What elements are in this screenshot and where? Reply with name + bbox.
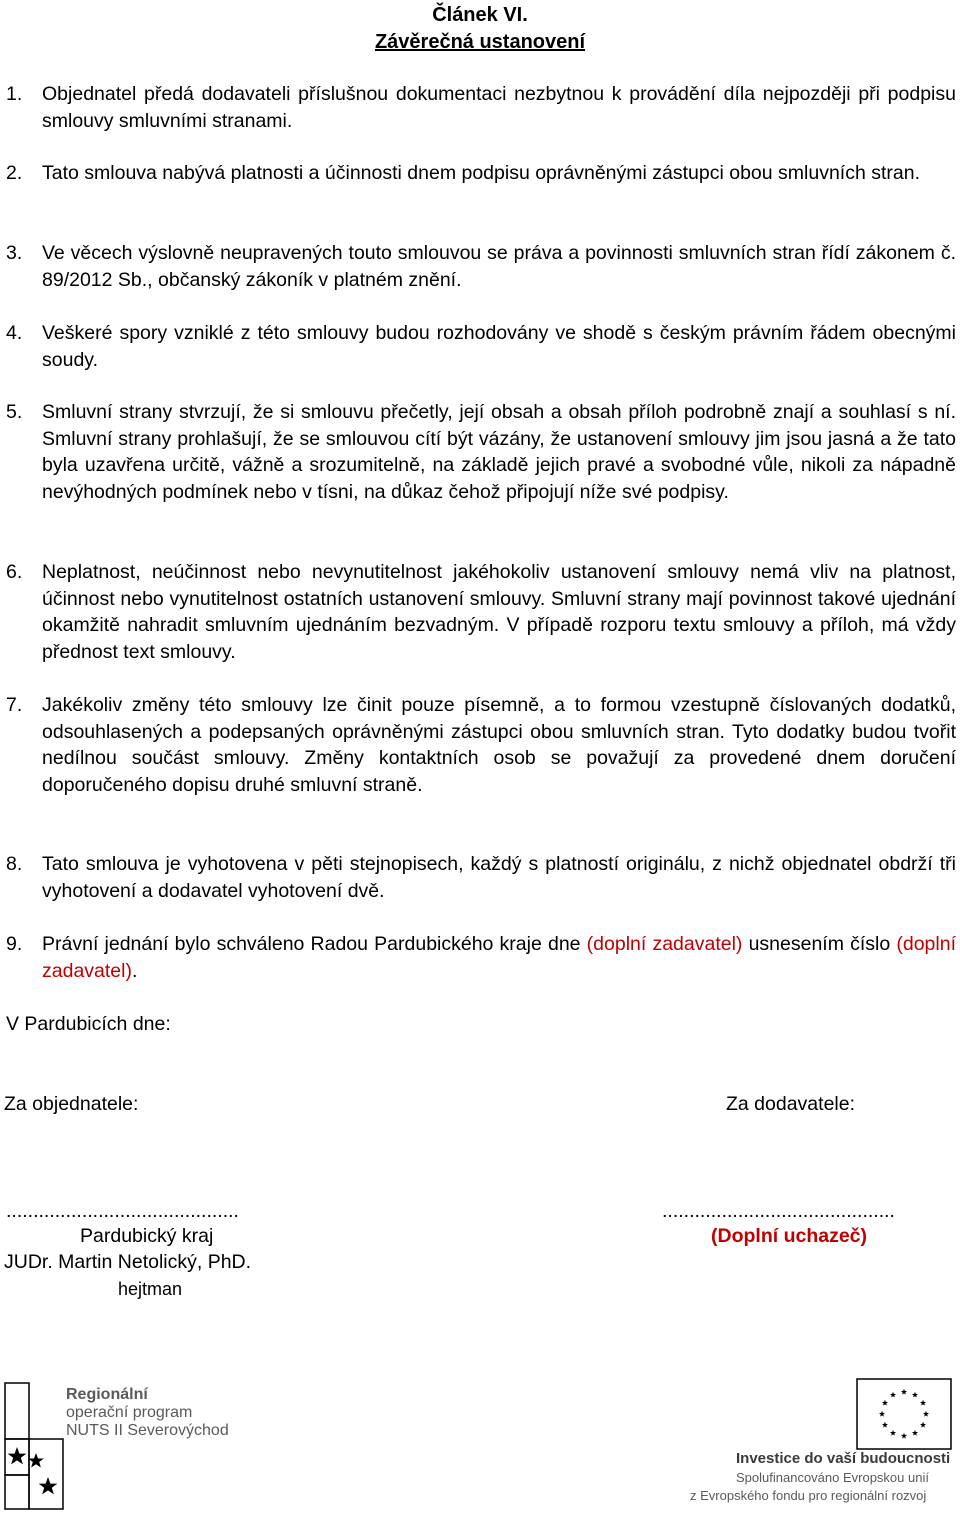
placeholder-approval-date: (doplní zadavatel) — [586, 933, 743, 955]
clause-number: 9. — [6, 933, 23, 955]
clause-text: Tato smlouva je vyhotovena v pěti stejnopisech, každý s platností originálu, z nichž objednatel obdrží tři vyhotovení a dodavatel vyhotovení dvě. — [42, 853, 956, 902]
clause-number: 3. — [6, 242, 23, 264]
clause-text: Neplatnost, neúčinnost nebo nevynutitelnost jakéhokoliv ustanovení smlouvy nemá vliv na platnost, účinnost nebo vynutitelnost ostatních ustanovení smlouvy. Smluvní strany mají povinnost takové ujednání okamžitě nahradit smluvním ujednáním bezvadným. V případě rozporu textu smlouvy a příloh, má vždy přednost text smlouvy. — [42, 561, 956, 663]
star-icon — [39, 1477, 58, 1494]
contractor-placeholder: (Doplní uchazeč) — [711, 1225, 868, 1247]
clause-text-part: Právní jednání bylo schváleno Radou Pardubického kraje dne — [42, 933, 587, 955]
clause-text — [42, 931, 956, 984]
clause-text: Veškeré spory vzniklé z této smlouvy budou rozhodovány ve shodě s českým právním řádem obecnými soudy. — [42, 322, 956, 371]
eu-star-icon — [879, 1411, 885, 1417]
clause-2 — [6, 160, 956, 187]
clause-text: Smluvní strany stvrzují, že si smlouvu přečetly, její obsah a obsah příloh podrobně znají a souhlasí s ní. Smluvní strany prohlašují, že se smlouvou cítí být vázány, že ustanovení smlouvy jim jsou jasná a že tato byla uzavřena určitě, vážně a srozumitelně, na základě jejich pravé a svobodné vůle, nikoli za nápadně nevýhodných podmínek nebo v tísni, na důkaz čehož připojují níže své podpisy. — [42, 401, 956, 503]
eu-star-icon — [890, 1430, 896, 1436]
clause-5 — [6, 399, 956, 505]
place-date-label: V Pardubicích dne: — [6, 1013, 171, 1035]
clause-3 — [6, 240, 956, 293]
clause-number: 4. — [6, 322, 23, 344]
rop-logo-text-3: NUTS II Severovýchod — [66, 1422, 229, 1439]
eu-star-icon — [920, 1400, 926, 1406]
clause-number: 7. — [6, 694, 23, 716]
clause-text: Tato smlouva nabývá platnosti a účinnosti dnem podpisu oprávněnými zástupci obou smluvních stran. — [42, 162, 920, 184]
clause-4 — [6, 320, 956, 373]
clause-number: 2. — [6, 162, 23, 184]
eu-star-icon — [890, 1392, 896, 1398]
eu-star-icon — [920, 1422, 926, 1428]
eu-stars — [879, 1389, 929, 1439]
eu-star-icon — [912, 1392, 918, 1398]
client-signature-line: ........................................... — [6, 1200, 239, 1222]
client-signatory-name: JUDr. Martin Netolický, PhD. — [4, 1251, 252, 1273]
clause-number: 8. — [6, 853, 23, 875]
article-number: Článek VI. — [432, 4, 528, 26]
clause-number: 5. — [6, 401, 23, 423]
article-title-text: Závěrečná ustanovení — [374, 31, 586, 53]
clause-text: Objednatel předá dodavateli příslušnou dokumentaci nezbytnou k provádění díla nejpozději při podpisu smlouvy smluvními stranami. — [42, 83, 956, 132]
client-organization: Pardubický kraj — [80, 1225, 214, 1247]
client-signature-label: Za objednatele: — [4, 1093, 139, 1115]
clause-text: Ve věcech výslovně neupravených touto smlouvou se práva a povinnosti smluvních stran řídí zákonem č. 89/2012 Sb., občanský zákoník v platném znění. — [42, 242, 956, 291]
eu-star-icon — [901, 1389, 907, 1395]
clause-number: 1. — [6, 83, 23, 105]
clause-9 — [6, 931, 956, 984]
eu-star-icon — [912, 1430, 918, 1436]
clause-text-part: . — [131, 959, 138, 982]
rop-logo-box — [5, 1475, 29, 1509]
eu-star-icon — [882, 1422, 888, 1428]
eu-flag-logo — [856, 1378, 952, 1450]
eu-star-icon — [923, 1411, 929, 1417]
placeholder-resolution-number: (doplní zadavatel) — [42, 933, 956, 982]
eu-slogan: Investice do vaší budoucnosti — [736, 1450, 951, 1467]
star-icon — [8, 1447, 27, 1464]
contractor-signature-line: ........................................... — [662, 1200, 895, 1222]
article-title — [0, 29, 960, 55]
clause-6 — [6, 559, 956, 665]
eu-cofinanced-text: Spolufinancováno Evropskou unií — [736, 1470, 929, 1485]
star-icon — [28, 1453, 44, 1468]
rop-logo-box — [5, 1383, 29, 1439]
clause-text: Jakékoliv změny této smlouvy lze činit pouze písemně, a to formou vzestupně číslovaných dodatků, odsouhlasených a podepsaných oprávněnými zástupci obou smluvních stran. Tyto dodatky budou tvořit nedílnou součást smlouvy. Změny kontaktních osob se považují za provedené dnem doručení doporučeného dopisu druhé smluvní straně. — [42, 694, 956, 796]
client-signatory-role: hejtman — [118, 1279, 183, 1299]
eu-star-icon — [901, 1433, 907, 1439]
clause-number: 6. — [6, 561, 23, 583]
clause-7 — [6, 692, 956, 798]
rop-logo-text-1: Regionální — [66, 1386, 148, 1403]
rop-logo — [4, 1382, 64, 1510]
rop-logo-text-2: operační program — [66, 1404, 193, 1421]
clause-text-part: usnesením číslo — [742, 933, 897, 955]
eu-fund-text: z Evropského fondu pro regionální rozvoj — [690, 1488, 927, 1503]
clause-1 — [6, 81, 956, 134]
rop-logo-box — [29, 1439, 63, 1509]
contractor-signature-label: Za dodavatele: — [726, 1093, 856, 1115]
clause-8 — [6, 851, 956, 904]
eu-star-icon — [882, 1400, 888, 1406]
